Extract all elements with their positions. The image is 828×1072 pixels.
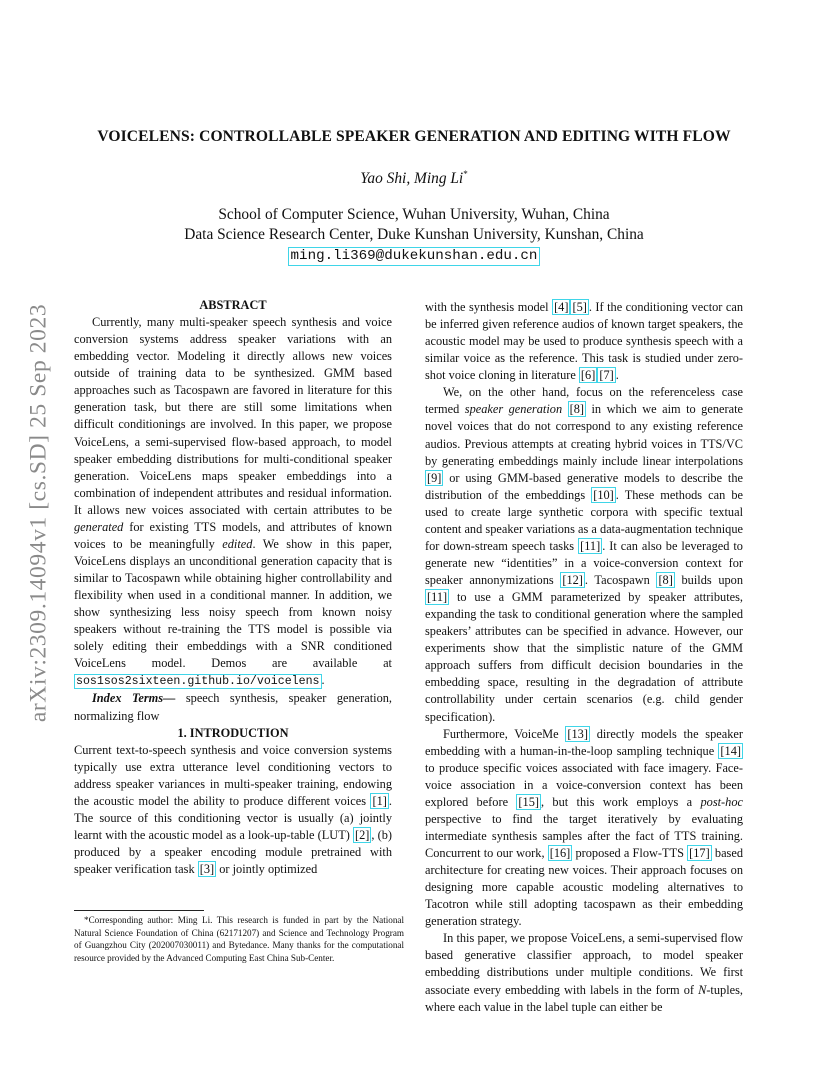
citation-link[interactable]: [6] (580, 368, 596, 383)
citation-link[interactable]: [11] (580, 538, 601, 553)
citation-link[interactable]: [11] (427, 590, 448, 605)
citation-link[interactable]: [2] (354, 827, 370, 842)
right-paragraph-3: Furthermore, VoiceMe [13] directly models the speaker embedding with a human-in-the-loop sampling technique [14] to produce specific voices associated with face imagery. Face-voice association in a voice-conversion context has been explored before [15] , but this work employs a post-hoc perspective to find the target iteratively by evaluating intermediate synthesis samples after the fact of TTS training. Concurrent to our work, [16] proposed a Flow-TTS [17] based architecture for creating new voices. Their approach focuses on designing more capable acoustic modeling alternatives to Tacotron while still adopting tacospawn as their embedding generation strategy. (425, 726, 743, 929)
abstract-body: Currently, many multi-speaker speech synthesis and voice conversion systems address speaker variations with an embedding vector. Modeling it directly allows new voices outside of training data to be synthesized. GMM based approaches such as Tacospawn are favored in literature for this generation task, but there are still some limitations when difficult conditionings are involved. In this paper, we propose VoiceLens, a semi-supervised flow-based approach, to model speaker embedding distributions for multi-conditional speaker generation. VoiceLens maps speaker embeddings into a combination of independent attributes and residual information. It allows new voices associated with certain attributes to be generated for existing TTS models, and attributes of known voices to be meaningfully edited. We show in this paper, VoiceLens displays an unconditional generation capacity that is similar to Tacospawn while obtaining higher controllability and flexibility when used in a conditional manner. In addition, we show synthesizing less noisy speech from known noisy speakers without re-training the TTS model is possible via solely editing their embeddings with a SNR conditioned VoiceLens model. Demos are available at sos1sos2sixteen.github.io/voicelens . (74, 315, 393, 689)
citation-link[interactable]: [1] (372, 793, 387, 808)
footnote-rule (74, 910, 204, 911)
citation-link[interactable]: [14] (720, 743, 741, 758)
intro-paragraph: Current text-to-speech synthesis and voice conversion systems typically use extra utterance level conditioning vectors to address speaker variances in multi-speaker training, endowing the acoustic model the ability to produce different voices [1] . The source of this conditioning vector is usually (a) jointly learnt with the acoustic model as a look-up-table (LUT) [2] , (b) produced by a speaker encoding module pretrained with speaker verification task [3] or jointly optimized (74, 742, 392, 877)
affiliation-2: Data Science Research Center, Duke Kunshan University, Kunshan, China (184, 226, 644, 243)
citation-link[interactable]: [17] (689, 846, 710, 860)
demo-link[interactable]: sos1sos2sixteen.github.io/voicelens (76, 675, 320, 689)
citation-link[interactable]: [3] (199, 862, 215, 877)
citation-link[interactable]: [12] (562, 573, 583, 587)
right-paragraph-1: with the synthesis model [4] [5] . If the conditioning vector can be inferred given reference audios of known target speakers, the acoustic model may be used to produce synthesis speech with a similar voice as the reference. This task is studied under zero-shot voice cloning in literature [6] [7] . (425, 300, 744, 383)
authors: Yao Shi, Ming Li* (360, 169, 468, 188)
abstract-heading: ABSTRACT (199, 298, 267, 312)
right-column (425, 299, 743, 1016)
citation-link[interactable]: [8] (658, 573, 673, 587)
citation-link[interactable]: [13] (567, 726, 588, 741)
paper-title: VOICELENS: CONTROLLABLE SPEAKER GENERATION AND EDITING WITH FLOW (97, 128, 731, 145)
footnote: *Corresponding author: Ming Li. This research is funded in part by the National Natural Science Foundation of China (62171207) and Science and Technology Program of Guangzhou City (202007030011) and Bytedance. Many thanks for the computational resource provided by the Advanced Computing East China Sub-Center. (74, 915, 404, 964)
left-column (74, 297, 392, 878)
intro-heading: 1. INTRODUCTION (177, 725, 289, 740)
citation-link[interactable]: [5] (572, 300, 587, 314)
arxiv-stamp: arXiv:2309.14094v1 [cs.SD] 25 Sep 2023 (25, 303, 52, 722)
citation-link[interactable]: [9] (427, 470, 442, 485)
citation-link[interactable]: [8] (569, 402, 585, 417)
index-terms: Index Terms— speech synthesis, speaker generation, normalizing flow (74, 691, 392, 723)
citation-link[interactable]: [10] (593, 487, 614, 502)
citation-link[interactable]: [7] (599, 368, 614, 383)
email-link[interactable]: ming.li369@dukekunshan.edu.cn (288, 247, 541, 266)
right-paragraph-4: In this paper, we propose VoiceLens, a semi-supervised flow based generative classifier approach, to model speaker embedding distributions under multiple conditions. We first associate every embedding with labels in the form of N-tuples, where each value in the label tuple can either be (425, 931, 743, 1014)
right-paragraph-2: We, on the other hand, focus on the referenceless case termed speaker generation [8] in which we aim to generate novel voices that do not correspond to any existing reference audios. Previous attempts at creating hybrid voices in TTS/VC by generating embeddings mainly include linear interpolations [9] or using GMM-based generative models to describe the distribution of the embeddings [10] . These methods can be used to create large synthetic corpora with specific textual content and speaker variations as a data-augmentation technique for down-stream speech tasks [11] . It can also be leveraged to generate new “identities” in a voice-conversion context for speaker annonymizations [12] . Tacospawn [8] builds upon [11] to use a GMM parameterized by speaker attributes, expanding the task to conditional generation where the sampled speakers’ attributes can be specified in advance. However, our experiments show that the simplistic nature of the GMM approach suffers from difficult decision boundaries in the embedding space, resulting in the degradation of attribute controllability under certain scenarios (e.g. child gender specification). (425, 385, 744, 724)
citation-link[interactable]: [16] (549, 846, 571, 860)
citation-link[interactable]: [15] (518, 794, 539, 809)
citation-link[interactable]: [4] (554, 300, 569, 314)
affiliations (60, 205, 768, 266)
author-footnote-mark: * (463, 169, 468, 179)
affiliation-1: School of Computer Science, Wuhan University, Wuhan, China (218, 206, 610, 223)
